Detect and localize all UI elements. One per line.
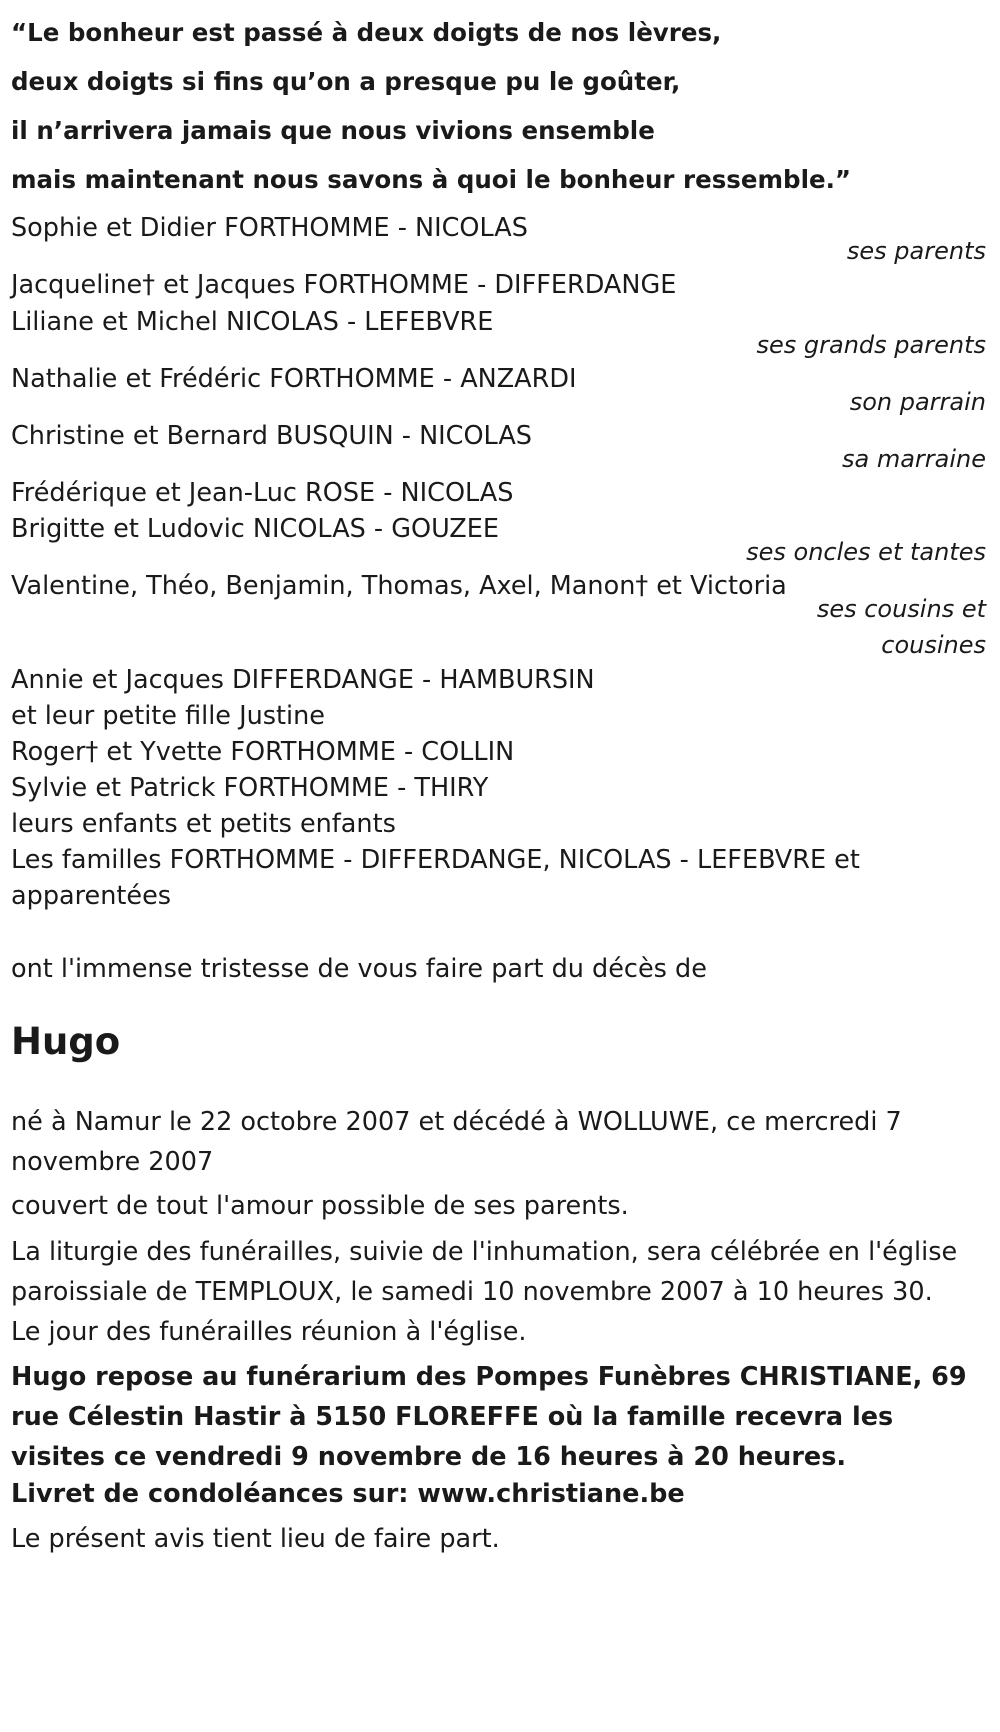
meeting-info: Le jour des funérailles réunion à l'église.: [11, 1317, 527, 1347]
poem-line: il n’arrivera jamais que nous vivions ensemble: [11, 116, 655, 145]
uncles-names: Frédérique et Jean-Luc ROSE - NICOLAS: [11, 478, 514, 508]
other-family-line: Les familles FORTHOMME - DIFFERDANGE, NICOLAS - LEFEBVRE et: [11, 845, 860, 875]
liturgy-info: La liturgie des funérailles, suivie de l'inhumation, sera célébrée en l'église paroissiale de TEMPLOUX, le samedi 10 novembre 2007 à 10 heures 30.: [11, 1237, 958, 1307]
other-family-line: Annie et Jacques DIFFERDANGE - HAMBURSIN: [11, 665, 595, 695]
grandparents-names: Jacqueline† et Jacques FORTHOMME - DIFFERDANGE: [11, 270, 677, 300]
condolences-info: Livret de condoléances sur: www.christiane.be: [11, 1479, 685, 1509]
birth-death-info: né à Namur le 22 octobre 2007 et décédé à WOLLUWE, ce mercredi 7 novembre 2007: [11, 1107, 902, 1177]
godmother-names: Christine et Bernard BUSQUIN - NICOLAS: [11, 421, 532, 451]
poem-line: “Le bonheur est passé à deux doigts de nos lèvres,: [11, 18, 722, 47]
godfather-role: son parrain: [849, 388, 986, 416]
parents-names: Sophie et Didier FORTHOMME - NICOLAS: [11, 213, 528, 243]
notice-line: Le présent avis tient lieu de faire part.: [11, 1524, 500, 1554]
uncles-names: Brigitte et Ludovic NICOLAS - GOUZEE: [11, 514, 499, 544]
godmother-role: sa marraine: [841, 445, 986, 473]
other-family-line: Roger† et Yvette FORTHOMME - COLLIN: [11, 737, 515, 767]
grandparents-role: ses grands parents: [756, 331, 986, 359]
grandparents-names: Liliane et Michel NICOLAS - LEFEBVRE: [11, 307, 494, 337]
cousins-role: cousines: [881, 631, 986, 659]
other-family-line: et leur petite fille Justine: [11, 701, 325, 731]
cousins-role: ses cousins et: [816, 595, 986, 623]
parents-role: ses parents: [846, 237, 986, 265]
poem: [11, 8, 991, 204]
poem-line: mais maintenant nous savons à quoi le bonheur ressemble.”: [11, 165, 851, 194]
cousins-names: Valentine, Théo, Benjamin, Thomas, Axel, Manon† et Victoria: [11, 571, 787, 601]
announcement: ont l'immense tristesse de vous faire part du décès de: [11, 954, 707, 984]
deceased-name: Hugo: [11, 1020, 121, 1063]
other-family-line: leurs enfants et petits enfants: [11, 809, 396, 839]
uncles-role: ses oncles et tantes: [746, 538, 986, 566]
other-family-line: Sylvie et Patrick FORTHOMME - THIRY: [11, 773, 489, 803]
other-family-line: apparentées: [11, 881, 172, 911]
love-line: couvert de tout l'amour possible de ses parents.: [11, 1191, 629, 1221]
poem-line: deux doigts si fins qu’on a presque pu le goûter,: [11, 67, 681, 96]
funerarium-info: Hugo repose au funérarium des Pompes Funèbres CHRISTIANE, 69 rue Célestin Hastir à 5150 FLOREFFE où la famille recevra les visites ce vendredi 9 novembre de 16 heures à 20 heures.: [11, 1362, 967, 1472]
godfather-names: Nathalie et Frédéric FORTHOMME - ANZARDI: [11, 364, 577, 394]
